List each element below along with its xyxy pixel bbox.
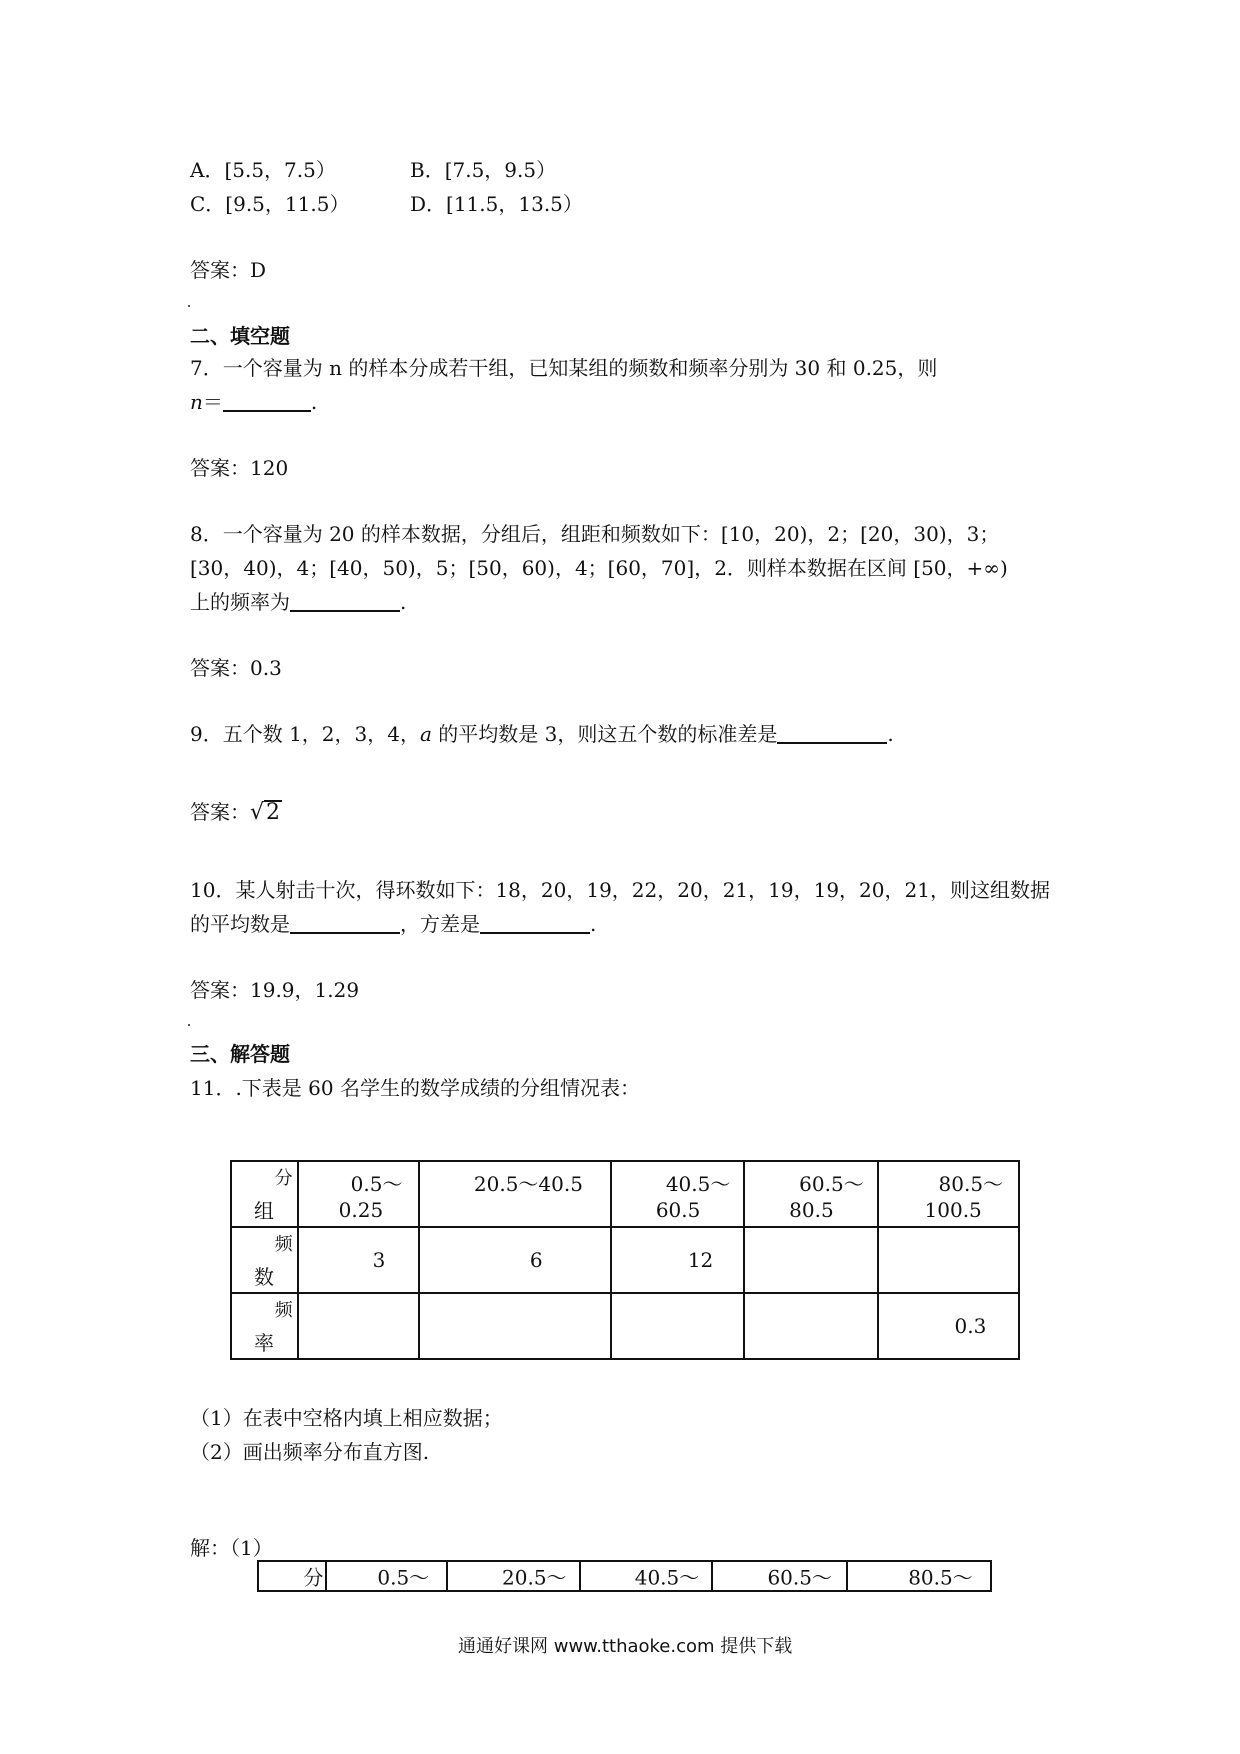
group-cell-3: [611, 1161, 744, 1227]
option-c: C．[9.5，11.5）: [190, 192, 350, 216]
row-label-group-a: 分: [274, 1168, 293, 1189]
solution-group-2: [447, 1561, 580, 1591]
answer-blank-9: [777, 722, 887, 744]
subquestion-1: （1）在表中空格内填上相应数据；: [190, 1406, 503, 1430]
group-1-top: 0.5～: [350, 1172, 403, 1196]
answer-blank-8: [290, 590, 400, 612]
option-b: B．[7.5，9.5）: [410, 158, 557, 182]
period: .: [310, 390, 318, 414]
stray-dot: [188, 1024, 190, 1026]
row-label-freq-b: 数: [254, 1265, 274, 1289]
frequency-2: 6: [529, 1248, 543, 1272]
row-label-frequency: [231, 1227, 298, 1293]
variable-n: n: [190, 390, 203, 414]
question-10-line2: [190, 908, 596, 937]
frequency-3: 12: [687, 1248, 714, 1272]
question-9-pre: 9．五个数 1，2，3，4，: [190, 722, 420, 746]
radicand: 2: [266, 800, 281, 825]
group-5-bottom: 100.5: [924, 1198, 982, 1222]
group-4-bottom: 80.5: [789, 1198, 834, 1222]
solution-table-row: [258, 1561, 991, 1591]
question-8-line3-text: 上的频率为: [190, 590, 290, 614]
group-3-top: 40.5～: [665, 1172, 731, 1196]
group-4-top: 60.5～: [799, 1172, 864, 1196]
solution-group-3: [580, 1561, 713, 1591]
solution-row-label: [258, 1561, 326, 1591]
question-9-post: 的平均数是 3，则这五个数的标准差是: [431, 722, 778, 746]
solution-group-1: [326, 1561, 447, 1591]
answer-7: 答案：120: [190, 456, 289, 480]
frequency-1: 3: [372, 1248, 386, 1272]
solution-group-2-text: 20.5～: [502, 1565, 567, 1590]
rate-cell-2: [419, 1293, 611, 1359]
solution-group-5: [847, 1561, 991, 1591]
frequency-cell-4: [744, 1227, 877, 1293]
row-label-group-b: 组: [254, 1199, 274, 1223]
period: .: [590, 912, 597, 936]
grouping-table: [230, 1160, 1020, 1360]
answer-blank-10-variance: [480, 912, 590, 934]
answer-10: 答案：19.9，1.29: [190, 978, 360, 1002]
row-label-rate: [231, 1293, 298, 1359]
row-label-freq-a: 频: [274, 1234, 293, 1255]
group-5-top: 80.5～: [938, 1172, 1004, 1196]
table-row-frequency: [231, 1227, 1019, 1293]
group-3-bottom: 60.5: [655, 1198, 701, 1222]
question-10-variance-text: ，方差是: [400, 912, 480, 936]
solution-group-1-text: 0.5～: [377, 1565, 430, 1590]
sqrt-symbol: [250, 800, 282, 825]
answer-9-label: 答案：: [190, 800, 250, 824]
group-1-bottom: 0.25: [338, 1198, 384, 1222]
rate-cell-1: [298, 1293, 419, 1359]
period: .: [887, 722, 894, 746]
solution-group-4-text: 60.5～: [767, 1565, 832, 1590]
question-8-line3: [190, 586, 406, 615]
group-cell-2: [419, 1161, 611, 1227]
row-label-rate-b: 率: [254, 1331, 274, 1355]
question-11: 11．.下表是 60 名学生的数学成绩的分组情况表：: [190, 1076, 640, 1100]
answer-8: 答案：0.3: [190, 656, 282, 680]
question-9: [190, 718, 894, 747]
answer-9: [190, 796, 282, 825]
solution-group-3-text: 40.5～: [634, 1565, 700, 1590]
stray-dot: [188, 305, 190, 307]
row-label-rate-a: 频: [274, 1300, 293, 1321]
period: .: [400, 590, 407, 614]
answer-blank-10-mean: [290, 912, 400, 934]
solution-label: 解：（1）: [190, 1536, 273, 1560]
group-cell-4: [744, 1161, 877, 1227]
answer-blank-7: [223, 390, 311, 412]
table-row-groups: [231, 1161, 1019, 1227]
solution-group-4: [712, 1561, 847, 1591]
solution-group-5-text: 80.5～: [908, 1565, 973, 1590]
rate-cell-5: [878, 1293, 1019, 1359]
question-8-line2: [30，40)，4；[40，50)，5；[50，60)，4；[60，70]，2．则样本数据在区间 [50，+∞): [190, 556, 1008, 580]
subquestion-2: （2）画出频率分布直方图.: [190, 1440, 430, 1464]
rate-cell-3: [611, 1293, 744, 1359]
equals-sign: ＝: [202, 390, 223, 414]
rate-5: 0.3: [954, 1314, 987, 1338]
option-d: D．[11.5，13.5）: [410, 192, 583, 216]
footer-note: 通通好课网 www.tthaoke.com 提供下载: [458, 1636, 793, 1657]
group-cell-1: [298, 1161, 419, 1227]
question-10-mean-text: 的平均数是: [190, 912, 290, 936]
solution-table: [257, 1560, 992, 1592]
row-label-group: [231, 1161, 298, 1227]
question-7-line2: [190, 386, 317, 415]
section-heading-fill-in: 二、填空题: [190, 324, 290, 348]
question-10-line1: 10．某人射击十次，得环数如下：18，20，19，22，20，21，19，19，20，21，则这组数据: [190, 878, 1050, 902]
frequency-cell-2: [419, 1227, 611, 1293]
variable-a: a: [419, 722, 432, 746]
frequency-cell-5: [878, 1227, 1019, 1293]
section-heading-solve: 三、解答题: [190, 1042, 290, 1066]
option-a: A．[5.5，7.5）: [190, 158, 336, 182]
table-row-rate: [231, 1293, 1019, 1359]
group-cell-5: [878, 1161, 1019, 1227]
rate-cell-4: [744, 1293, 877, 1359]
question-8-line1: 8．一个容量为 20 的样本数据，分组后，组距和频数如下：[10，20)，2；[20，30)，3；: [190, 522, 1000, 546]
answer-6: 答案：D: [190, 258, 267, 282]
solution-row-label-text: 分: [303, 1565, 324, 1590]
frequency-cell-3: [611, 1227, 744, 1293]
group-2-top: 20.5～40.5: [473, 1172, 583, 1196]
radical-sign: √: [250, 800, 265, 825]
question-7-line1: 7．一个容量为 n 的样本分成若干组，已知某组的频数和频率分别为 30 和 0.25，则: [190, 356, 938, 380]
frequency-cell-1: [298, 1227, 419, 1293]
